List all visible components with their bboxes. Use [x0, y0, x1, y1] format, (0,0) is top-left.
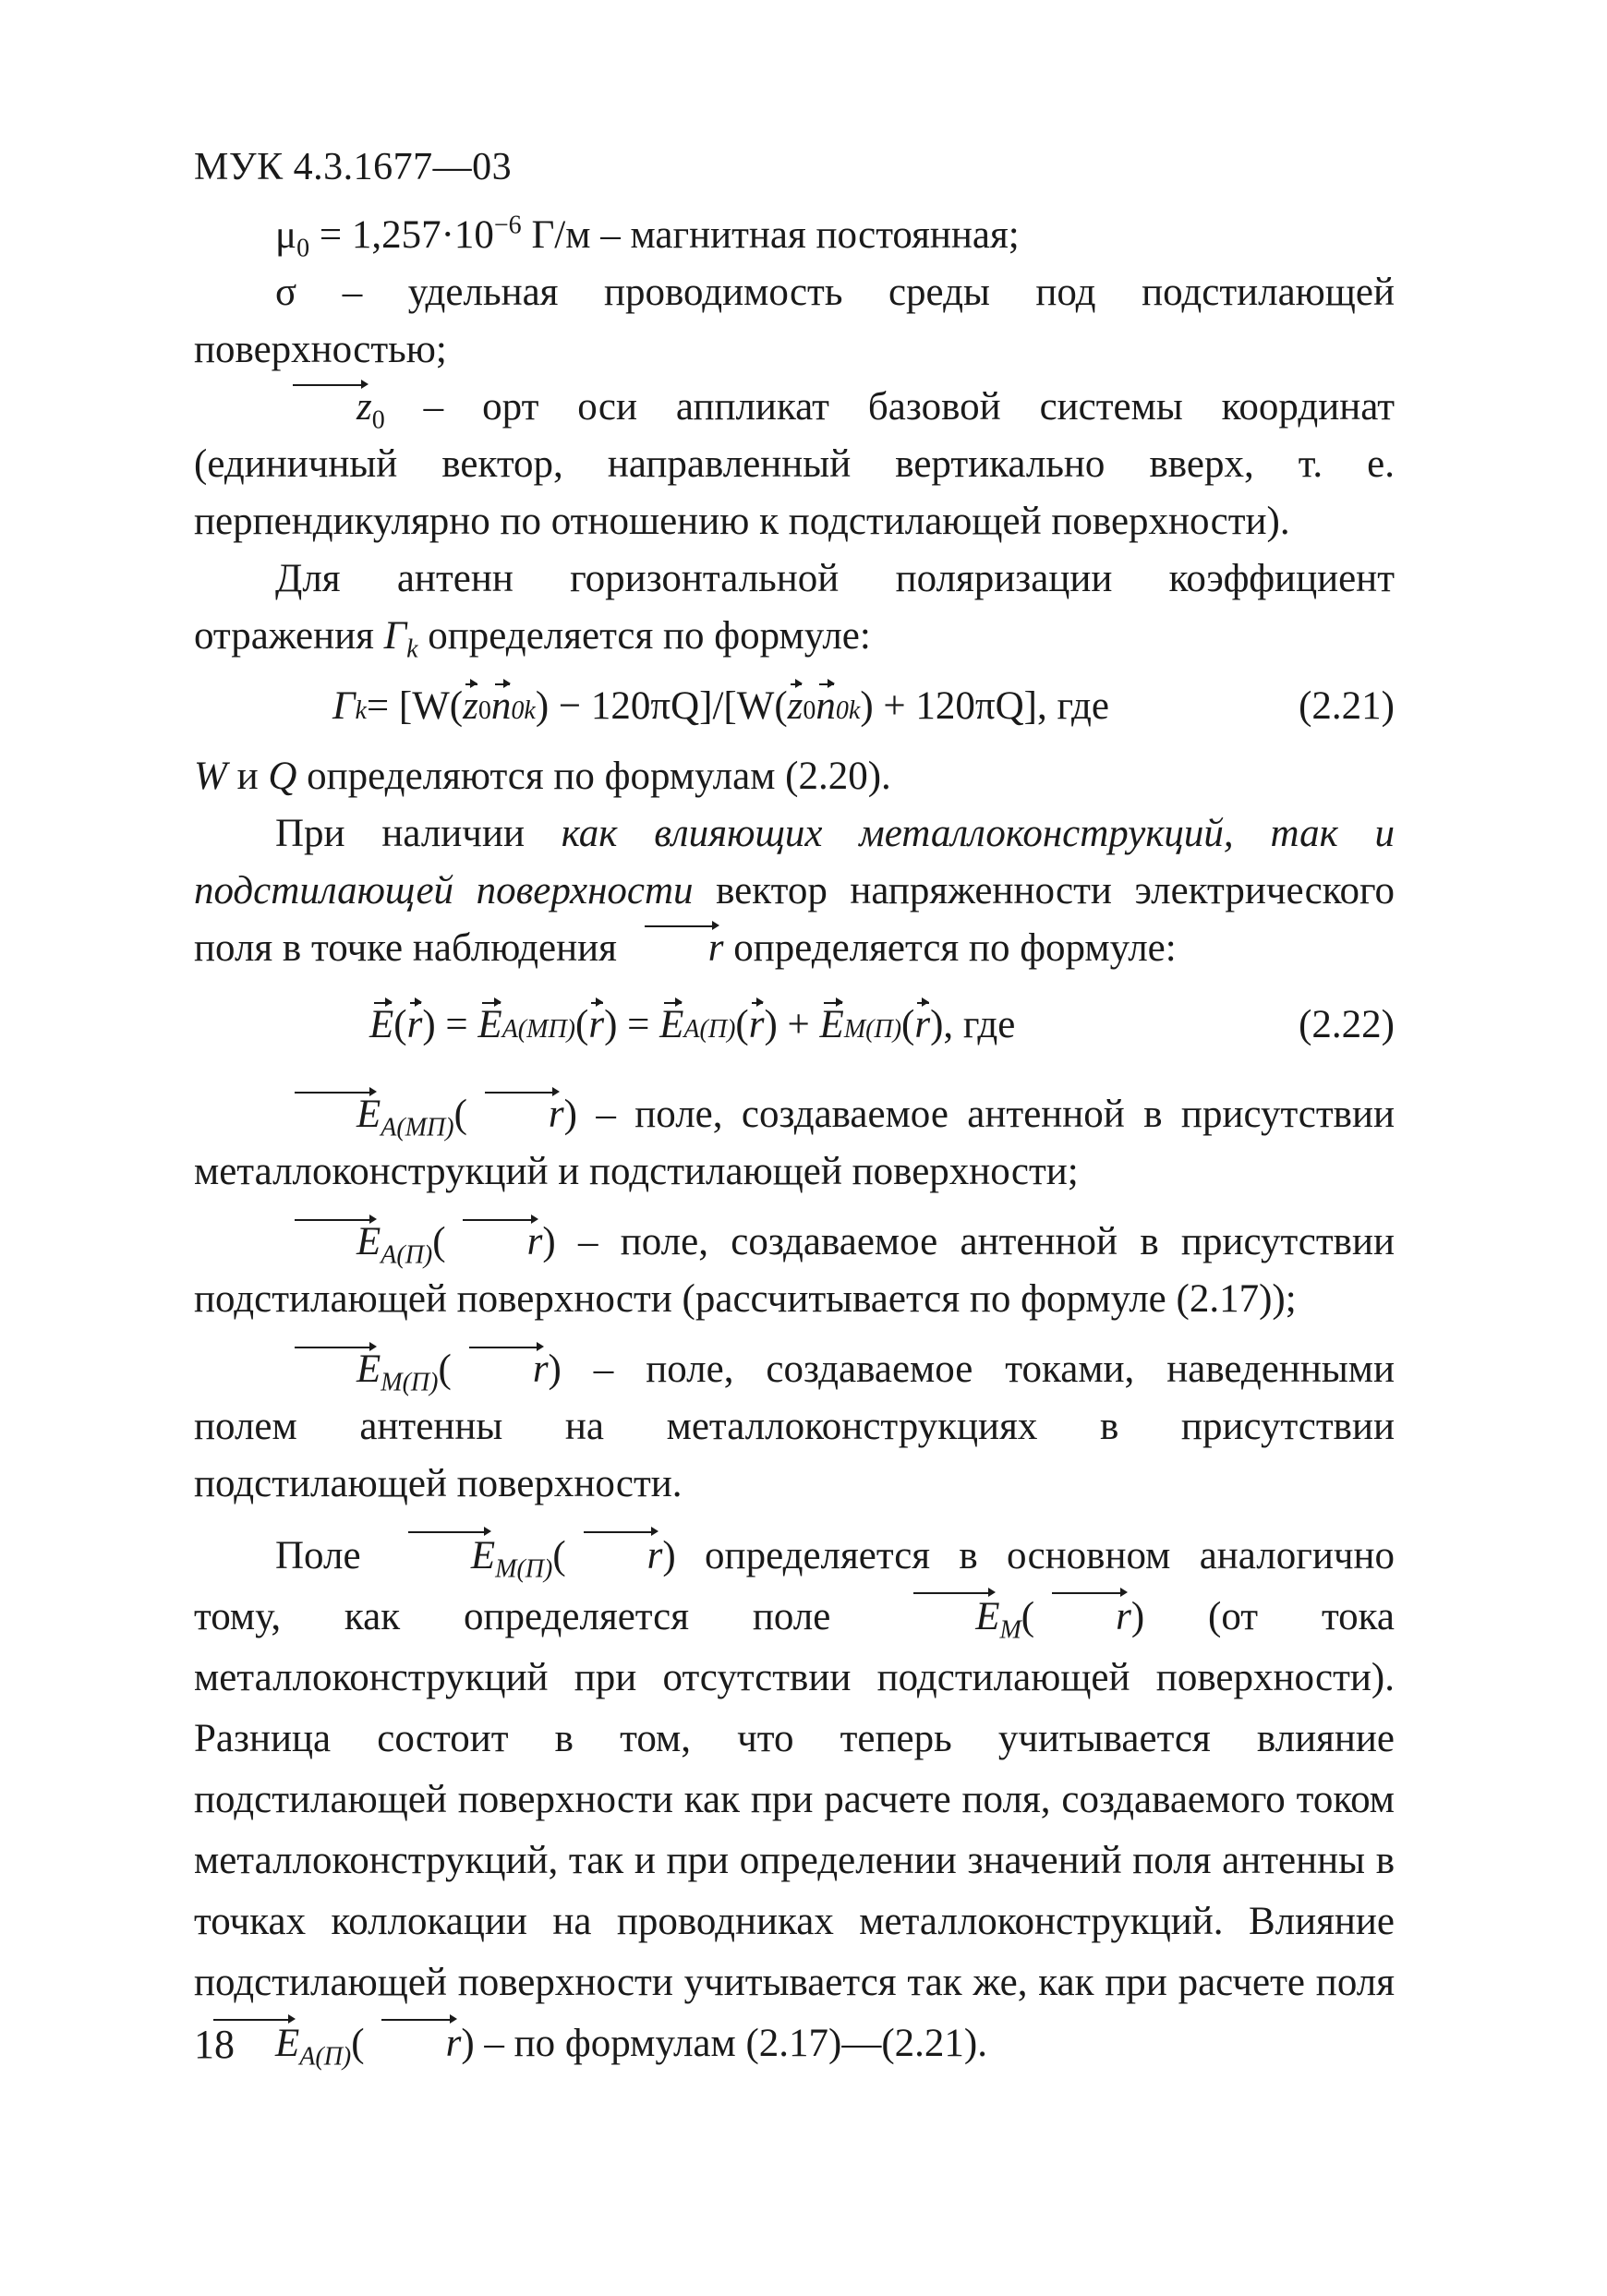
- final-sub-mp: M(П): [495, 1554, 553, 1584]
- eq222-sub-mp: M(П): [843, 1015, 902, 1044]
- r-vector: r: [627, 920, 724, 977]
- z0-description: – орт оси аппликат базовой системы координат (единичный вектор, направленный вертикально вверх, т. е. перпендикулярно по отношению к подстилающей поверхности).: [194, 385, 1395, 543]
- document-page: [194, 139, 1395, 2074]
- eq222-e-mp: E: [820, 997, 844, 1054]
- para-final: Поле $E_{M(П)}$( r) определяется в основном аналогично тому, как определяется поле $E_M$( r) (от тока металлоконструкций при отсутствии подстилающей поверхности). Разница состоит в том, что теперь учитывается влияние подстилающей поверхности как при расчете поля, создаваемого током металлоконструкций, так и при определении значений поля антенны в точках коллокации на проводниках металлоконструкций. Влияние подстилающей поверхности учитывается так же, как при расчете поля $E_{A(П)}$( r) – по формулам (2.17)—(2.21).: [194, 1526, 1395, 2074]
- eq222-e-ap: E: [659, 997, 683, 1054]
- q-symbol: Q: [268, 755, 297, 798]
- mu-description: Г/м – магнитная постоянная;: [521, 213, 1020, 257]
- eq221-part2: ) − 120πQ]/[W(: [535, 684, 788, 728]
- eq221-z-vector: z: [463, 678, 478, 735]
- para-both-text3: определяется по формуле:: [723, 926, 1177, 970]
- equation-2-21: [194, 669, 1395, 744]
- para-final-t2: определяется в основном аналогично тому, как определяется поле: [194, 1534, 1396, 1638]
- def-mp-e: E: [275, 1341, 381, 1398]
- w-symbol: W: [194, 755, 227, 798]
- eq222-sub-amp: A(МП): [501, 1015, 575, 1044]
- eq221-n-vector-2: n: [816, 678, 836, 735]
- equation-2-22: [194, 981, 1395, 1069]
- para-horiz-text1: Для антенн горизонтальной поляризации коэффициент отражения: [194, 557, 1395, 658]
- def-ap-e: E: [275, 1214, 381, 1271]
- def-ap-r: r: [446, 1214, 543, 1271]
- eq222-r-2: r: [588, 997, 604, 1054]
- def-mp-sub: M(П): [381, 1368, 439, 1397]
- para-horizontal-polarization: [194, 550, 1395, 665]
- eq221-n-sub-2: 0k: [835, 696, 861, 725]
- para-both-text1: При наличии: [275, 812, 562, 855]
- equation-2-21-number: (2.21): [1299, 684, 1395, 728]
- def-mp-r: r: [452, 1341, 549, 1398]
- final-e-mp: E: [390, 1526, 495, 1587]
- eq221-n-sub: 0k: [511, 696, 536, 725]
- final-e-m: E: [894, 1587, 999, 1648]
- def-ap-text: – поле, создаваемое антенной в присутствии подстилающей поверхности (рассчитывается по формуле (2.17));: [194, 1220, 1395, 1321]
- final-r-2: r: [1034, 1587, 1131, 1648]
- equation-2-22-formula: E ( r ) = E A(МП) ( r ) = E A(П) ( r ) + E M(П) ( r ) , где: [369, 997, 1015, 1054]
- equation-2-22-number: (2.22): [1299, 1003, 1395, 1046]
- eq222-r-1: r: [407, 997, 423, 1054]
- def-z0: [194, 379, 1395, 550]
- eq222-e-amp: E: [477, 997, 501, 1054]
- def-amp-r: r: [467, 1086, 564, 1143]
- para-final-t3: (от тока металлоконструкций при отсутствии подстилающей поверхности). Разница состоит в том, что теперь учитывается влияние подстилающей поверхности как при расчете поля, создаваемого током металлоконструкций, так и при определении значений поля антенны в точках коллокации на проводниках металлоконструкций. Влияние подстилающей поверхности учитывается так же, как при расчете поля: [194, 1595, 1395, 2004]
- eq221-part3: ) + 120πQ]: [860, 684, 1037, 728]
- def-sigma: σ – удельная проводимость среды под подстилающей поверхностью;: [194, 271, 1395, 371]
- eq221-where: , где: [1036, 684, 1109, 728]
- def-e-ap: $E_{A(П)}$( r) – поле, создаваемое антенной в присутствии подстилающей поверхности (рассчитывается по формуле (2.17));: [194, 1214, 1395, 1328]
- para-horiz-text2: определяется по формуле:: [417, 614, 871, 658]
- final-r-3: r: [365, 2013, 462, 2074]
- mu-symbol: μ: [275, 213, 297, 257]
- final-sub-ap: A(П): [299, 2042, 352, 2072]
- eq222-r-4: r: [914, 997, 930, 1054]
- def-amp-text: – поле, создаваемое антенной в присутствии металлоконструкций и подстилающей поверхности;: [194, 1093, 1395, 1193]
- eq222-e-total: E: [369, 997, 393, 1054]
- def-ap-sub: A(П): [381, 1240, 433, 1270]
- final-r-1: r: [566, 1526, 663, 1587]
- eq221-part1: = [W(: [366, 684, 464, 728]
- para-final-t4: – по формулам (2.17)—(2.21).: [474, 2022, 987, 2065]
- def-mp-text: – поле, создаваемое токами, наведенными полем антенны на металлоконструкциях в присутствии подстилающей поверхности.: [194, 1347, 1395, 1505]
- mu-subscript: 0: [296, 234, 310, 263]
- def-mu0: [194, 207, 1395, 264]
- eq221-z-vector-2: z: [788, 678, 804, 735]
- page-number: 18: [194, 2022, 235, 2067]
- eq221-gamma-sub: k: [355, 696, 367, 725]
- equation-2-21-formula: Г k = [W( z 0 n 0k ) − 120πQ]/[W( z 0 n 0k ) + 120πQ] , где: [332, 678, 1109, 735]
- def-e-mp: $E_{M(П)}$( r) – поле, создаваемое токами, наведенными полем антенны на металлоконструкциях в присутствии подстилающей поверхности.: [194, 1341, 1395, 1513]
- mu-exponent: −6: [493, 211, 522, 240]
- wq-line: [194, 748, 1395, 805]
- gamma-subscript: k: [406, 634, 418, 664]
- eq222-where: , где: [943, 1003, 1016, 1046]
- eq221-gamma: Г: [332, 684, 356, 728]
- z0-vector: z: [275, 379, 372, 436]
- final-e-ap: E: [194, 2013, 299, 2074]
- eq222-sub-ap: A(П): [683, 1015, 736, 1044]
- gamma-symbol: Г: [383, 614, 407, 658]
- eq222-r-3: r: [749, 997, 765, 1054]
- para-both-italic: как влияющих металлоконструкций, так и подстилающей поверхности: [194, 812, 1395, 912]
- eq221-n-vector: n: [491, 678, 512, 735]
- wq-and: и: [226, 755, 269, 798]
- para-both-influences: [194, 805, 1395, 977]
- def-e-amp: $E_{A(МП)}$( r) – поле, создаваемое антенной в присутствии металлоконструкций и подстилающей поверхности;: [194, 1086, 1395, 1201]
- wq-description: определяются по формулам (2.20).: [296, 755, 891, 798]
- document-header: МУК 4.3.1677—03: [194, 146, 513, 188]
- def-amp-e: E: [275, 1086, 381, 1143]
- z0-subscript: 0: [371, 405, 385, 435]
- final-sub-m: M: [999, 1615, 1021, 1645]
- para-final-t1: Поле: [275, 1534, 390, 1577]
- para-both-text2: вектор напряженности электрического поля в точке наблюдения: [194, 869, 1396, 970]
- mu-value: = 1,257·10: [309, 213, 494, 257]
- def-amp-sub: A(МП): [381, 1113, 454, 1142]
